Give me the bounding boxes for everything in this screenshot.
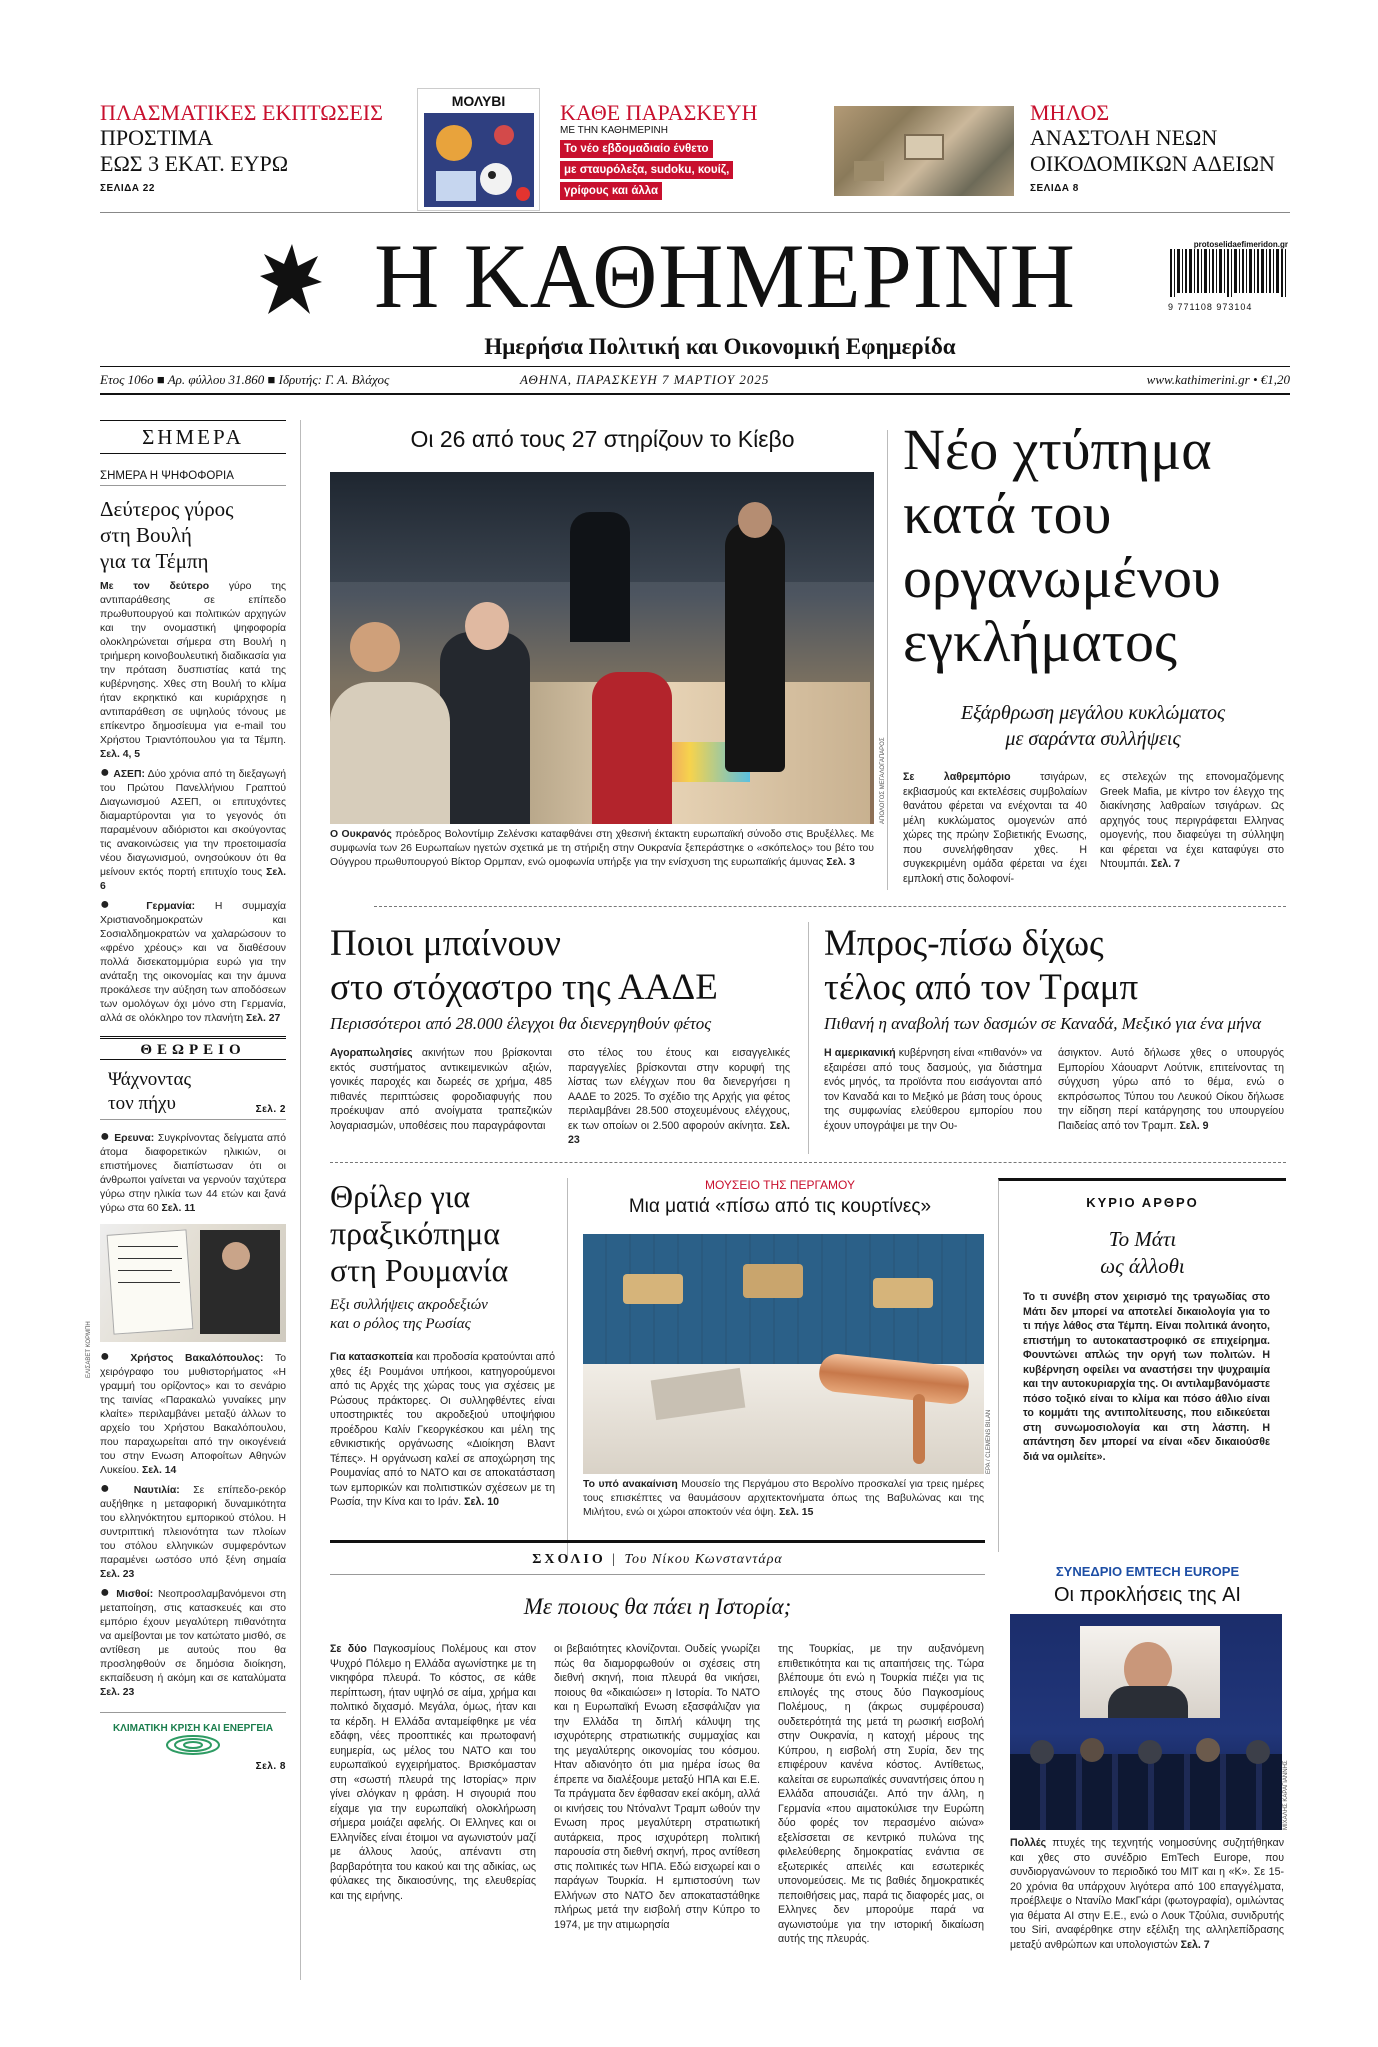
romania-headline[interactable]: [330, 1178, 555, 1289]
cover-title: ΜΟΛΥΒΙ: [451, 93, 506, 109]
romania-body: Για κατασκοπεία και προδοσία κρατούνται από χθες έξι Ρουμάνοι υπήκοοι, κατηγορούμενοι από τις Αρχές της χώρας τους για σχέσεις με Ρώσους πράκτορες. Οι συλληφθέντες είναι υποστηρικτές του ακροδεξιού υποψήφιου προέδρου Καλίν Γκεοργκέσκου και μέλη της εθνικιστικής οργάνωσης «Διοίκηση Βλαντ Τέπες». Η οργάνωση καλεί σε αποχώρηση της Ρουμανίας από το ΝΑΤΟ και σε αποκατάσταση των εμπορικών και πολιτιστικών σχέσεων με τη Ρωσία, την Κίνα και το Ιράν. Σελ. 10: [330, 1351, 555, 1508]
zelensky-photo: [330, 472, 874, 824]
photo-credit: ΑΠΟΛΟΓΟΣ ΜΕΓΑΛΟΓΑΠΑΡΟΣ: [880, 737, 886, 824]
teaser-page-ref: ΣΕΛΙΔΑ 22: [100, 183, 155, 194]
lead-headline-line: κατά του: [903, 481, 1112, 546]
theoreio-label: ΘΕΩΡΕΙΟ: [100, 1036, 286, 1060]
editorial-body: Το τι συνέβη στον χειρισμό της τραγωδίας στο Μάτι δεν μπορεί να αποτελεί δικαιολογία για το τι πήγε λάθος στα Τέμπη. Είναι πολιτικά άνοητο, επιστήμη το αυτοκαταστροφικό σε επιχείρημα. Φουντώνει απλώς την οργή των πολιτών. Η κυβέρνηση οφείλει να αναστήσει την ψυχραιμία και την αυτοκυριαρχία της. Οι αντιλαμβανόμαστε πόσο τοξικό είναι το κλίμα και πόσο άθλιο είναι το κομμάτι της αντιπολίτευσης, που ειδικεύεται στη συνωμοσιολογία και στη λάσπη. Η απάντηση δεν μπορεί να είναι «δεν δικαιούσθε διά να ομιλείτε».: [1023, 1291, 1270, 1463]
sidebar-item[interactable]: ● Ερευνα: Συγκρίνοντας δείγματα από άτομα διαφορετικών ηλικιών, οι επιστήμονες διαπίστωσαν ότι οι άνθρωποι γαίνεται να γερνούν ταχύτερα γύρω στην ηλικία των 44 ετών και ξανά γύρω στα 60 Σελ. 11: [100, 1128, 287, 1214]
romania-headline-line: πραξικόπημα: [330, 1215, 500, 1251]
theoreio-ref: Σελ. 2: [100, 1104, 286, 1120]
aade-headline-line: στο στόχαστρο της ΑΑΔΕ: [330, 967, 718, 1008]
masthead-subtitle: Ημερήσια Πολιτική και Οικονομική Εφημερίδα: [484, 334, 956, 359]
lead-deck: Εξάρθρωση μεγάλου κυκλώματος με σαράντα συλλήψεις: [960, 702, 1226, 750]
editorial-label: ΚΥΡΙΟ ΑΡΘΡΟ: [1086, 1195, 1199, 1210]
romania-deck: Εξι συλλήψεις ακροδεξιών και ο ρόλος της Ρωσίας: [330, 1297, 488, 1332]
teaser-line: ΕΩΣ 3 ΕΚΑΤ. ΕΥΡΩ: [100, 151, 289, 176]
issue-date: ΑΘΗΝΑ, ΠΑΡΑΣΚΕΥΗ 7 ΜΑΡΤΙΟΥ 2025: [520, 372, 770, 387]
editorial-box[interactable]: [998, 1178, 1286, 1552]
ai-body: Πολλές πτυχές της τεχνητής νοημοσύνης συζητήθηκαν και χθες στο συνέδριο EmTech Europe, που συνδιοργανώνουν το περιοδικό του MIT και η «Κ». Σε 15-20 χρόνια θα υπάρχουν λιγότερα από 100 επαγγέλματα, προέβλεψε ο Ντανίλο ΜακΓκάρι (φωτογραφία), ομιλώντας για θέματα AI στην Ε.Ε., ενώ ο Λουκ Τζούλια, συνιδρυτής του Siri, αναφέρθηκε στην εξέλιξη της αλληλεπίδρασης μεταξύ ανθρώπων και υπολογιστών Σελ. 7: [1010, 1837, 1284, 1951]
sidebar-item[interactable]: ● Χρήστος Βακαλόπουλος: Το χειρόγραφο του μυθιστορήματος «Η γραμμή του ορίζοντος» και το σενάριο της ταινίας «Παρακαλώ γυναίκες μην κλαίτε» περιλαμβάνει μεταξύ άλλων το αρχείο του Χρήστου Βακαλόπουλου, που παραχωρείται από την οικογένειά του στην Ενωση Αποφοίτων Αθηνών Λυκείου. Σελ. 14: [100, 1348, 286, 1476]
trump-col1: Η αμερικανική κυβέρνηση είναι «πιθανόν» να εξαιρέσει από τους δασμούς, για διάστημα ενός μηνός, τα προϊόντα που εισάγονται από τον Καναδά και το Μεξικό με βάση τους όρους της συμφωνίας ελεύθερου εμπορίου που έχουν υπογράψει με την Ου-: [824, 1047, 1042, 1132]
promo-line: με σταυρόλεξα, sudoku, κουίζ,: [560, 161, 733, 179]
today-label: ΣΗΜΕΡΑ Η ΨΗΦΟΦΟΡΙΑ: [100, 470, 286, 486]
aade-headline[interactable]: [330, 922, 800, 1010]
website-price: www.kathimerini.gr • €1,20: [1146, 372, 1290, 387]
teaser-line: ΠΡΟΣΤΙΜΑ: [100, 125, 214, 150]
lead-title-line: για τα Τέμπη: [100, 549, 209, 573]
aade-headline-line: Ποιοι μπαίνουν: [330, 923, 562, 964]
ai-kicker: ΣΥΝΕΔΡΙΟ EMTECH EUROPE: [1055, 1564, 1240, 1579]
editorial-title-line: Το Μάτι: [1108, 1227, 1177, 1251]
lead-col1: Σε λαθρεμπόριο τσιγάρων, εκβιασμούς και εκτελέσεις συμβολαίων θανάτου φέρεται να ενέχονται τα 40 μέλη κυκλώματος ομογενών από χώρες της πρώην Σοβιετικής Ενωσης, που συνελήφθησαν χθες. Η συγκεκριμένη ομάδα φέρεται να έχει εμπλοκή στις δολοφονί-: [903, 771, 1087, 885]
photo-credit: EPA / CLEMENS BILAN: [986, 1409, 992, 1474]
pergamon-photo: [583, 1234, 984, 1474]
teaser-fines[interactable]: [100, 100, 400, 200]
teaser-line: ΑΝΑΣΤΟΛΗ ΝΕΩΝ: [1030, 125, 1218, 150]
lead-title-line: στη Βουλή: [100, 523, 192, 547]
teaser-sub: ΜΕ ΤΗΝ ΚΑΘΗΜΕΡΙΝΗ: [560, 125, 668, 136]
lead-headline[interactable]: [903, 418, 1283, 674]
theoreio-title-line: τον πήχυ: [108, 1093, 176, 1114]
climate-label: ΚΛΙΜΑΤΙΚΗ ΚΡΙΣΗ ΚΑΙ ΕΝΕΡΓΕΙΑ: [112, 1723, 274, 1734]
teaser-kicker: ΚΑΘΕ ΠΑΡΑΣΚΕΥΗ: [560, 100, 758, 125]
promo-line: Το νέο εβδομαδιαίο ένθετο: [560, 140, 713, 158]
photo-credit: ΕΛΙΣΑΒΕΤ ΚΟΡΜΠΗ: [86, 1321, 92, 1378]
lead-text[interactable]: Με τον δεύτερο γύρο της αντιπαράθεσης σε επίπεδο πρωθυπουργού και πολιτικών αρχηγών και την ονομαστική ψηφοφορία ολοκληρώνεται σήμερα στη Βουλή η τριήμερη κοινοβουλευτική διαδικασία για την πρόταση δυσπιστίας κατά της κυβέρνησης. Χθες στη Βουλή το κλίμα ήταν εκρηκτικό και κυριάρχησε η αντιπαράθεση σε υψηλούς τόνους με επίκεντρο δημοσίευμα για e-mail του Χρήστου Τριαντόπουλου για τα Τέμπη. Σελ. 4, 5: [100, 581, 286, 760]
scholio-col3: της Τουρκίας, με την αυξανόμενη επιθετικότητα και τις απαιτήσεις της. Τώρα βλέπουμε ότι ενώ η Τουρκία πιέζει για τις επιλογές της στους δύο Παγκοσμίους Πολέμους, η (άκρως συμφέρουσα) ουδετερότητά της μετά τη ρωσική εισβολή στην Ουκρανία, η κατοχή μέρους της Κύπρου, η εισβολή στη Συρία, δεν της επιφέρουν κανένα κόστος. Αντίθετως, καλείται σε ευρωπαϊκές συναντήσεις όπου η Ελλάδα απουσιάζει. Από την άλλη, η Γερμανία «που αιματοκύλισε την Ευρώπη δύο φορές τον περασμένο αιώνα» εξελίσσεται σε κεντρικό πυλώνα της φιλελεύθερης δημοκρατίας ενάντια σε εξωτερικές απειλές και εσωτερικές υπονομεύσεις. Με τις βαθιές δημοκρατικές πεποιθήσεις μας, παρά τις διαφορές μας, οι Ελληνες δεν μπορούμε παρά να αγωνιστούμε για την ιστορική δικαίωση αυτής της πλευράς.: [778, 1643, 984, 1945]
theoreio-title-line: Ψάχνοντας: [108, 1069, 191, 1090]
lead-col2: ες στελεχών της επονομαζόμενης Greek Mafia, με κίντρο τον έλεγχο της διακίνησης λαθραίων τσιγάρων. Ως αρχηγός τους περιγράφεται Ελληνας ομογενής, που διαφεύγει τη σύλληψη και φέρεται να έχει καταφύγει στο Ντουμπάι. Σελ. 7: [1100, 771, 1284, 870]
scholio-title[interactable]: Με ποιους θα πάει η Ιστορία;: [523, 1594, 792, 1619]
promo-line: γρίφους και άλλα: [560, 182, 662, 200]
barcode: [1168, 240, 1288, 310]
climate-box[interactable]: [100, 1712, 286, 1772]
teaser-line: ΟΙΚΟΔΟΜΙΚΩΝ ΑΔΕΙΩΝ: [1030, 151, 1275, 176]
ai-title[interactable]: Οι προκλήσεις της AI: [1054, 1584, 1241, 1606]
sidebar-header: ΣΗΜΕΡΑ: [100, 420, 286, 454]
milos-photo: [834, 106, 1014, 196]
kyiv-caption[interactable]: Ο Ουκρανός πρόεδρος Βολοντίμιρ Ζελένσκι καταφθάνει στη χθεσινή έκτακτη ευρωπαϊκή σύνοδο στις Βρυξέλλες. Με συμφωνία των 26 Ευρωπαίων ηγετών σχετικά με τη στήριξη στην Ουκρανία ξεπεράστηκε ο «σκόπελος» του βέτο του Ούγγρου πρωθυπουργού Βίκτορ Ορμπαν, ενώ ομοφωνία υπήρξε για την ενίσχυση της ευρωπαϊκής άμυνας Σελ. 3: [330, 829, 874, 868]
scholio-col2: οι βεβαιότητες κλονίζονται. Ουδείς γνωρίζει πώς θα διαμορφωθούν οι σχέσεις στη διεθνή σκηνή, ποια πλευρά θα νικήσει, ποιους θα «δικαιώσει» η Ιστορία. Το ΝΑΤΟ και η Ευρωπαϊκή Ενωση εξασφάλιζαν για την Ελλάδα τη διπλή κάλυψη της ισχυρότερης στρατιωτικής συμμαχίας και της μεγαλύτερης οικονομίας του κόσμου. Ηταν αδιανόητο ότι μια ημέρα ίσως θα έπρεπε να διαλέξουμε μεταξύ ΗΠΑ και Ε.Ε. Τα πράγματα δεν έφθασαν εκεί ακόμη, αλλά οι κινήσεις του Ντόναλντ Τραμπ ωθούν την Ενωση προς μεγαλύτερη στρατιωτική αυτάρκεια, προς ισχυρότερη πολιτική παρουσία στη διεθνή σκηνή, προς αντίθεση στις πολιτικές των ΗΠΑ. Εδώ εισχωρεί και ο παράγων Τουρκία. Η εμπιστοσύνη των Ελλήνων στο ΝΑΤΟ δεν αποκαταστάθηκε πλήρως μετά την εισβολή στην Κύπρο το 1974, με την ατιμωρησία: [554, 1643, 760, 1931]
photo-credit: ΜΙΧΑΛΗΣ ΚΑΡΑΓΙΑΝΝΗΣ: [1283, 1760, 1289, 1830]
aade-col2: στο τέλος του έτους και εισαγγελικές παραγγελίες βρίσκονται στην κορυφή της λίστας των ελέγχων που θα διενεργήσει η ΑΑΔΕ το 2025. Το σχέδιο της Αρχής για φέτος περιλαμβάνει 28.500 στοχευμένους ελέγχους, εκ των οποίων οι 2.500 αφορούν ακίνητα. Σελ. 23: [568, 1047, 790, 1146]
trump-col2: άσιγκτον. Αυτό δήλωσε χθες ο υπουργός Εμπορίου Χάουαρντ Λούτνικ, επιτείνοντας τη σύγχυση γύρω από το θέμα, ενώ ο εκπρόσωπος Τύπου του Λευκού Οίκου δήλωσε την είδηση περί κατάργησης του υπουργείου Παιδείας από τον Τραμπ. Σελ. 9: [1058, 1047, 1284, 1132]
masthead-title: Η ΚΑΘΗΜΕΡΙΝΗ: [374, 225, 1076, 327]
lead-headline-line: οργανωμένου: [903, 545, 1221, 610]
archive-photo: [100, 1224, 286, 1342]
climate-ref: Σελ. 8: [255, 1761, 286, 1772]
sidebar-item[interactable]: ● Ναυτιλία: Σε επίπεδο-ρεκόρ αυξήθηκε η μεταφορική δυναμικότητα του ελληνόκτητου εμπορικού στόλου. Η συντριπτική πλειονότητα των πλοίων του στόλου ελληνικών συμφερόντων παραμένει ωστόσο υπό ξένη σημαία Σελ. 23: [100, 1480, 286, 1580]
barcode-number: 9 771108 973104: [1168, 302, 1253, 312]
pergamon-kicker: ΜΟΥΣΕΙΟ ΤΗΣ ΠΕΡΓΑΜΟΥ: [704, 1178, 856, 1192]
teaser-weekly-insert[interactable]: [560, 100, 790, 205]
kyiv-title[interactable]: Οι 26 από τους 27 στηρίζουν το Κίεβο: [410, 426, 795, 452]
issue-info: Ετος 106ο ■ Αρ. φύλλου 31.860 ■ Ιδρυτής: Γ. Α. Βλάχος: [100, 372, 390, 387]
trump-deck: Πιθανή η αναβολή των δασμών σε Καναδά, Μεξικό για ένα μήνα: [824, 1014, 1261, 1033]
teaser-moluvi-cover[interactable]: [417, 88, 540, 211]
pergamon-caption[interactable]: Το υπό ανακαίνιση Μουσείο της Περγάμου στο Βερολίνο προσκαλεί για τρεις ημέρες τους επισκέπτες να θαυμάσουν αρχιτεκτονήματα όπως της Βαβυλώνας και της Μιλήτου, ενώ οι χώροι αποκτούν νέα όψη. Σελ. 15: [583, 1479, 984, 1518]
fingerprint-icon: [163, 1734, 223, 1756]
scholio-label: ΣΧΟΛΙΟ: [532, 1552, 606, 1567]
lead-title-line: Δεύτερος γύρος: [100, 497, 234, 521]
teaser-kicker: ΜΗΛΟΣ: [1030, 100, 1110, 125]
barcode-site: protoselidaefimeridon.gr: [1193, 240, 1288, 249]
sidebar: [86, 420, 287, 1980]
romania-headline-line: στη Ρουμανία: [330, 1252, 509, 1288]
teaser-page-ref: ΣΕΛΙΔΑ 8: [1030, 183, 1079, 194]
trump-headline[interactable]: [824, 922, 1286, 1010]
emtech-photo: [1010, 1614, 1282, 1830]
griffin-logo-icon: [248, 236, 328, 320]
trump-headline-line: Μπρος-πίσω δίχως: [824, 923, 1104, 964]
sidebar-item[interactable]: ● Γερμανία: Η συμμαχία Χριστιανοδημοκρατών και Σοσιαλδημοκρατών να χαλαρώσουν το «φρένο χρέους» και να διαθέσουν πολλά δισεκατομμύρια ευρώ για την ανάταξη της οικονομίας και την άμυνα προκάλεσε την αύξηση των αποδόσεων των ομολόγων όχι μόνο στη Γερμανία, αλλά σε ολόκληρο τον πλανήτη Σελ. 27: [100, 896, 286, 1024]
pergamon-title[interactable]: Μια ματιά «πίσω από τις κουρτίνες»: [628, 1196, 932, 1217]
lead-headline-line: Νέο χτύπημα: [903, 417, 1212, 482]
romania-headline-line: Θρίλερ για: [330, 1178, 471, 1214]
lead-headline-line: εγκλήματος: [903, 609, 1177, 674]
cover-illustration: [424, 113, 534, 207]
sidebar-item[interactable]: ● ΑΣΕΠ: Δύο χρόνια από τη διεξαγωγή του Πρώτου Πανελλήνιου Γραπτού Διαγωνισμού ΑΣΕΠ, οι επιτυχόντες διαμαρτύρονται για το γεγονός ότι παραμένουν αδιόριστοι και σκούγοντας τις ανακοινώσεις για την προετοιμασία νέου διαγωνισμού, ονησούκουν ότι θα μείνουν εκτός πορτή επιτυχίο τους Σελ. 6: [100, 764, 287, 892]
scholio-byline: Του Νίκου Κωνσταντάρα: [624, 1552, 783, 1567]
sidebar-item[interactable]: ● Μισθοί: Νεοπροσλαμβανόμενοι στη μεταποίηση, στις κατασκευές και στο εμπόριο έχουν μεγαλύτερη πιθανότητα να αμείβονται με τον κατώτατο μισθό, σε αντίθεση με αυτούς που θα προσληφθούν σε δημόσια διοίκηση, εκπαίδευση ή ακόμη και σε καταλύματα Σελ. 23: [100, 1584, 286, 1698]
aade-col1: Αγοραπωλησίες ακινήτων που βρίσκονται εκτός συστήματος αντικειμενικών αξιών, γονικές παροχές και δωρεές σε χρήμα, 485 πιθανές περιπτώσεις φοροδιαφυγής που προέκυψαν από ανοίγματα τραπεζικών λογαριασμών, υποθέσεις που παραγράφονται: [330, 1047, 552, 1132]
editorial-title-line: ως άλλοθι: [1100, 1254, 1185, 1278]
aade-deck: Περισσότεροι από 28.000 έλεγχοι θα διενεργηθούν φέτος: [330, 1014, 712, 1033]
barcode-bars: [1168, 249, 1288, 297]
teaser-milos[interactable]: [1030, 100, 1280, 200]
scholio-label-row: ΣΧΟΛΙΟ | Του Νίκου Κωνσταντάρα: [532, 1552, 783, 1567]
teaser-kicker: ΠΛΑΣΜΑΤΙΚΕΣ ΕΚΠΤΩΣΕΙΣ: [100, 100, 383, 125]
scholio-col1: Σε δύο Παγκοσμίους Πολέμους και στον Ψυχρό Πόλεμο η Ελλάδα αγωνίστηκε με τη νικηφόρα πλευρά. Το κόστος, σε κάθε περίπτωση, ήταν υψηλό σε αίμα, χρήμα και πολιτικό διχασμό. Μεγάλα, όμως, ήταν και τα κέρδη. Η Ελλάδα ανταμείφθηκε με νέα εδάφη, νέες προοπτικές και πρωτοφανή ευημερία, ως μέλος του ΝΑΤΟ και του ευρωπαϊκού εγχειρήματος. Βρισκόμασταν στη «σωστή πλευρά της Ιστορίας» πριν γίνει σλόγκαν η φράση. Η σιγουριά που είχαμε για την ευρωπαϊκή ολοκλήρωση σήμερα μοιάζει αφελής. Οι Ελληνες και οι Ελληνίδες είναι έτοιμοι να αγωνιστούν μαζί με άλλους λαούς, απέναντι στη βαρβαρότητα του κακού και της αδικίας, ως φύλακες της δικαιοσύνης, της ελευθερίας και της ειρήνης.: [330, 1643, 536, 1902]
trump-headline-line: τέλος από τον Τραμπ: [824, 967, 1139, 1008]
